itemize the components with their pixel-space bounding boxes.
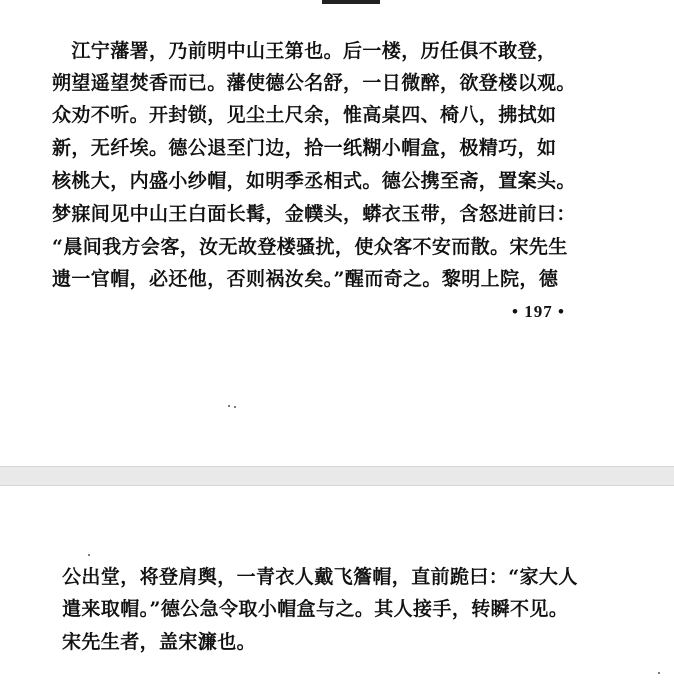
scan-speck bbox=[228, 405, 230, 407]
page-bottom bbox=[0, 486, 674, 690]
text-line: 朔望遥望焚香而已。藩使德公名舒，一日微醉，欲登楼以观。 bbox=[52, 72, 576, 94]
text-line: 众劝不听。开封锁，见尘土尺余，惟高桌四、椅八，拂拭如 bbox=[52, 104, 557, 126]
text-line: 江宁藩署，乃前明中山王第也。后一楼，历任俱不敢登， bbox=[52, 40, 557, 62]
text-line: 宋先生者，盖宋濂也。 bbox=[62, 631, 257, 653]
page-number: • 197 • bbox=[512, 302, 565, 321]
text-line: 核桃大，内盛小纱帽，如明季丞相式。德公携至斋，置案头。 bbox=[52, 170, 576, 192]
scan-speck bbox=[88, 554, 90, 556]
text-line: 新，无纤埃。德公退至门边，拾一纸糊小帽盒，极精巧，如 bbox=[52, 137, 557, 159]
scan-speck bbox=[658, 672, 660, 674]
text-line: 梦寐间见中山王白面长髯，金幞头，蟒衣玉带，含怒进前曰： bbox=[52, 203, 576, 225]
text-line: “晨间我方会客，汝无故登楼骚扰，使众客不安而散。宋先生 bbox=[52, 236, 568, 258]
page-separator bbox=[0, 466, 674, 486]
scan-speck bbox=[234, 406, 236, 408]
text-line: 公出堂，将登肩舆，一青衣人戴飞簷帽，直前跪曰：“家大人 bbox=[62, 566, 578, 588]
header-fragment bbox=[322, 0, 380, 4]
text-line: 遣来取帽。”德公急令取小帽盒与之。其人接手，转瞬不见。 bbox=[62, 598, 569, 620]
text-line: 遗一官帽，必还他，否则祸汝矣。”醒而奇之。黎明上院，德 bbox=[52, 268, 559, 290]
